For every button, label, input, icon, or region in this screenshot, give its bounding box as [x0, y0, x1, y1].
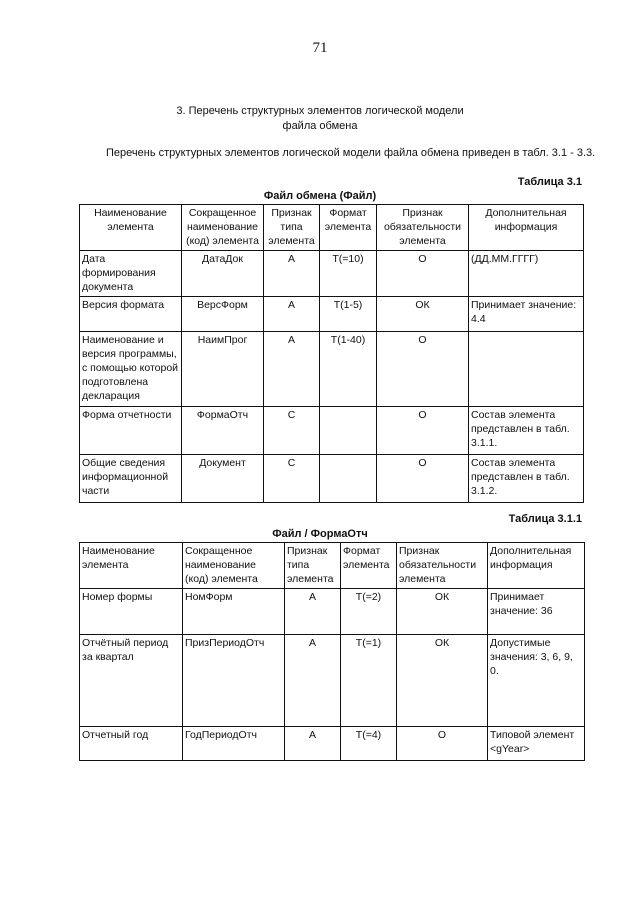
table-cell: О	[397, 727, 488, 761]
page-number: 71	[312, 40, 328, 56]
table-cell: ПризПериодОтч	[183, 635, 285, 727]
table-cell: Т(=10)	[320, 251, 377, 297]
table-cell: Т(=4)	[341, 727, 397, 761]
table-cell	[320, 407, 377, 455]
table2-header-cell: Признак обязательности элемента	[397, 543, 488, 589]
section-heading-line2: файла обмена	[282, 120, 358, 132]
table-row	[80, 727, 585, 761]
section-heading	[0, 104, 640, 134]
table2-header-cell: Признак типа элемента	[285, 543, 341, 589]
table-cell: А	[264, 297, 320, 332]
table-cell: Отчётный период за квартал	[80, 635, 183, 727]
table1-header-cell: Наименование элемента	[80, 205, 182, 251]
intro-paragraph: Перечень структурных элементов логической модели файла обмена приведен в табл. 3.1 - 3.3.	[106, 147, 596, 159]
table-row	[80, 332, 584, 407]
table-cell: ДатаДок	[182, 251, 264, 297]
table-cell: А	[264, 251, 320, 297]
table-cell: Дата формирования документа	[80, 251, 182, 297]
table-cell: (ДД.ММ.ГГГГ)	[469, 251, 584, 297]
table-cell: Документ	[182, 455, 264, 503]
table-cell: Состав элемента представлен в табл. 3.1.2.	[469, 455, 584, 503]
table-cell: Принимает значение: 36	[488, 589, 585, 635]
table-cell: ГодПериодОтч	[183, 727, 285, 761]
table1-header-cell: Признак обязательности элемента	[377, 205, 469, 251]
table2-header-cell: Наименование элемента	[80, 543, 183, 589]
table1-title: Файл обмена (Файл)	[263, 190, 377, 202]
table-cell	[469, 332, 584, 407]
table-cell: Типовой элемент <gYear>	[488, 727, 585, 761]
table-cell: О	[377, 407, 469, 455]
table-cell: ОК	[377, 297, 469, 332]
table1-number: Таблица 3.1	[517, 176, 582, 188]
table1-header-cell: Дополнительная информация	[469, 205, 584, 251]
table-cell: Форма отчетности	[80, 407, 182, 455]
table-cell: Наименование и версия программы, с помощью которой подготовлена декларация	[80, 332, 182, 407]
table-cell: НаимПрог	[182, 332, 264, 407]
table-row	[80, 407, 584, 455]
table2-header-cell: Сокращенное наименование (код) элемента	[183, 543, 285, 589]
table-cell: О	[377, 455, 469, 503]
table-cell: Принимает значение: 4.4	[469, 297, 584, 332]
table-cell: Допустимые значения: 3, 6, 9, 0.	[488, 635, 585, 727]
table-cell: ВерсФорм	[182, 297, 264, 332]
table-row	[80, 635, 585, 727]
table-cell: А	[264, 332, 320, 407]
table-cell: А	[285, 635, 341, 727]
table2-header-cell: Дополнительная информация	[488, 543, 585, 589]
table-cell: Т(=2)	[341, 589, 397, 635]
table-cell: НомФорм	[183, 589, 285, 635]
table1-header-cell: Признак типа элемента	[264, 205, 320, 251]
table-row	[80, 455, 584, 503]
table2-header-cell: Формат элемента	[341, 543, 397, 589]
table-row	[80, 251, 584, 297]
table-cell: А	[285, 589, 341, 635]
table-cell: О	[377, 332, 469, 407]
table-cell: ФормаОтч	[182, 407, 264, 455]
table1-header-cell: Формат элемента	[320, 205, 377, 251]
table-cell: ОК	[397, 589, 488, 635]
table1-header-cell: Сокращенное наименование (код) элемента	[182, 205, 264, 251]
table-cell: О	[377, 251, 469, 297]
table-cell: А	[285, 727, 341, 761]
section-heading-line1: 3. Перечень структурных элементов логической модели	[176, 105, 464, 117]
table-cell: Номер формы	[80, 589, 183, 635]
table-cell: Т(1-5)	[320, 297, 377, 332]
table-cell: Отчетный год	[80, 727, 183, 761]
table-cell: Общие сведения информационной части	[80, 455, 182, 503]
table1	[79, 204, 584, 503]
table2-title: Файл / ФормаОтч	[272, 528, 368, 540]
table-cell: Версия формата	[80, 297, 182, 332]
table1-header-row	[80, 205, 584, 251]
table-cell: С	[264, 407, 320, 455]
table-cell: ОК	[397, 635, 488, 727]
table2	[79, 542, 585, 761]
table-cell: Состав элемента представлен в табл. 3.1.1.	[469, 407, 584, 455]
table-cell: Т(=1)	[341, 635, 397, 727]
table-row	[80, 297, 584, 332]
table-row	[80, 589, 585, 635]
table-cell: Т(1-40)	[320, 332, 377, 407]
table2-number: Таблица 3.1.1	[508, 513, 582, 525]
table2-header-row	[80, 543, 585, 589]
table-cell: С	[264, 455, 320, 503]
table-cell	[320, 455, 377, 503]
